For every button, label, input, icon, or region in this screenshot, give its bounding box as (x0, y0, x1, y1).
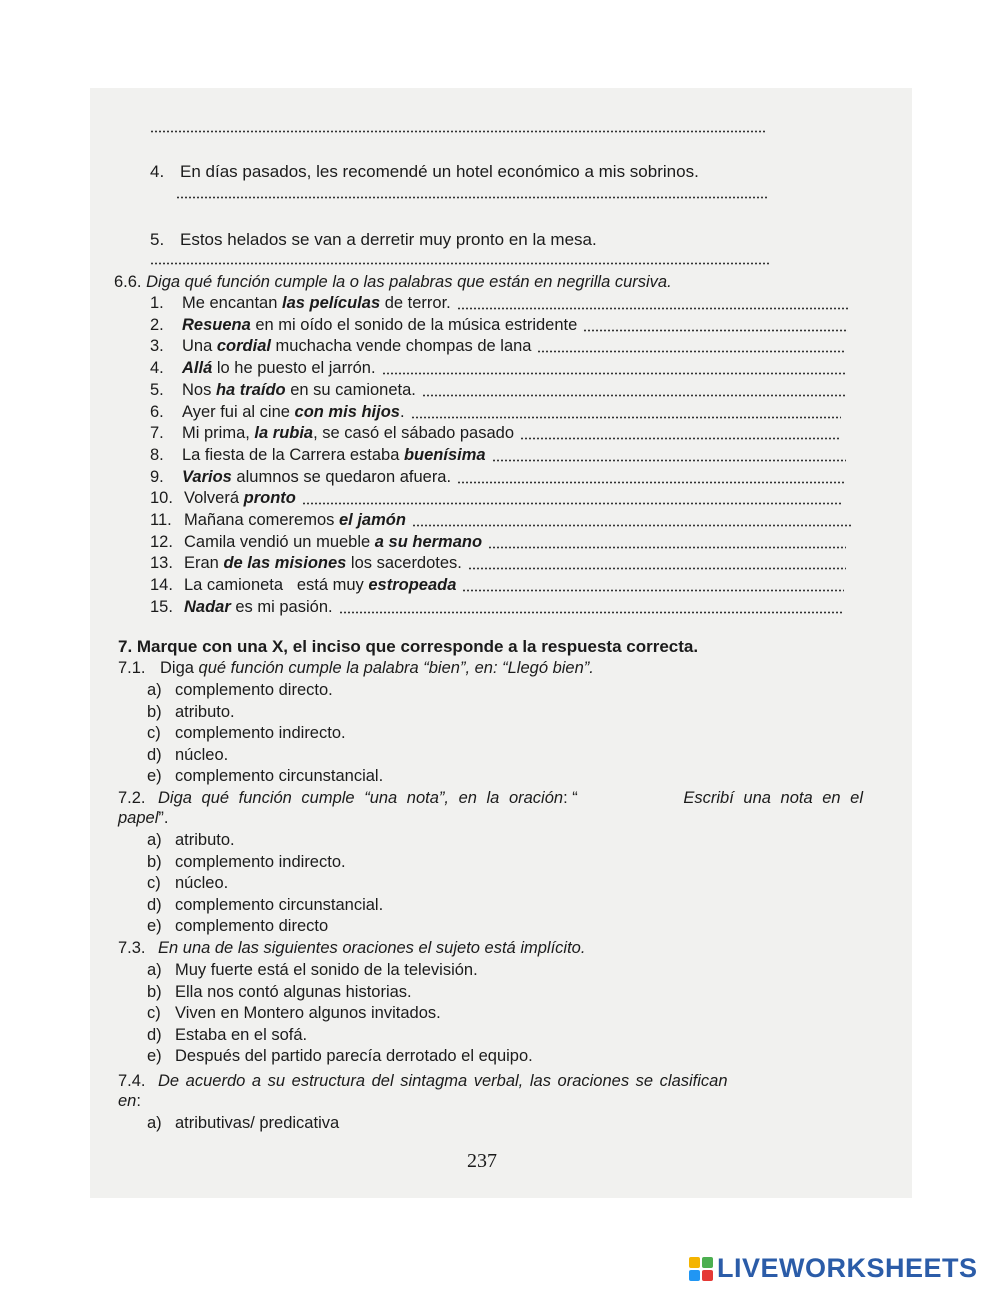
list-item: 2. Resuena en mi oído el sonido de la música estridente (150, 315, 578, 334)
option-item[interactable]: c) Viven en Montero algunos invitados. (147, 1004, 441, 1022)
list-item: 12. Camila vendió un mueble a su hermano (150, 532, 483, 551)
list-item: 9. Varios alumnos se quedaron afuera. (150, 467, 452, 486)
prev-item-4: 4. En días pasados, les recomendé un hotel económico a mis sobrinos. (150, 162, 699, 181)
answer-line[interactable] (302, 502, 843, 505)
option-item[interactable]: c) complemento indirecto. (147, 724, 346, 742)
question-7-4-line1: 7.4. De acuerdo a su estructura del sintagma verbal, las oraciones se clasifican (118, 1072, 728, 1090)
list-item: 13. Eran de las misiones los sacerdotes. (150, 554, 462, 573)
question-7-2-line2: papel”. (118, 809, 169, 827)
prev-item-5: 5. Estos helados se van a derretir muy pronto en la mesa. (150, 230, 597, 249)
answer-line[interactable] (382, 372, 846, 375)
option-item[interactable]: e) complemento directo (147, 917, 329, 935)
answer-line[interactable] (150, 130, 766, 133)
question-7-4-line2: en: (118, 1092, 141, 1110)
answer-line[interactable] (412, 524, 852, 527)
question-7-2-line1: 7.2. Diga qué función cumple “una nota”, en la oración : “ Escribí una nota en el (118, 789, 863, 807)
list-item: 6. Ayer fui al cine con mis hijos. (150, 402, 405, 421)
list-item: 10. Volverá pronto (150, 489, 296, 508)
option-item[interactable]: d) complemento circunstancial. (147, 895, 384, 914)
option-item[interactable]: a) Muy fuerte está el sonido de la televisión. (147, 961, 478, 979)
logo-mark-icon (689, 1257, 713, 1281)
list-item: 3. Una cordial muchacha vende chompas de lana (150, 337, 532, 356)
answer-line[interactable] (520, 437, 841, 440)
answer-line[interactable] (468, 567, 846, 570)
page-number: 237 (467, 1150, 497, 1172)
list-item: 7. Mi prima, la rubia, se casó el sábado pasado (150, 424, 515, 443)
answer-line[interactable] (492, 459, 846, 462)
section-6-6-title: 6.6. Diga qué función cumple la o las palabras que están en negrilla cursiva. (114, 273, 672, 291)
answer-line[interactable] (488, 546, 846, 549)
answer-line[interactable] (150, 262, 770, 265)
liveworksheets-logo: LIVEWORKSHEETS (689, 1253, 978, 1284)
answer-line[interactable] (457, 481, 846, 484)
list-item: 15. Nadar es mi pasión. (150, 597, 333, 616)
option-item[interactable]: a) atributo. (147, 831, 235, 849)
answer-line[interactable] (411, 416, 841, 419)
list-item: 4. Allá lo he puesto el jarrón. (150, 359, 376, 378)
option-item[interactable]: e) complemento circunstancial. (147, 767, 384, 785)
list-item: 5. Nos ha traído en su camioneta. (150, 380, 416, 399)
answer-line[interactable] (422, 394, 846, 397)
option-item[interactable]: e) Después del partido parecía derrotado el equipo. (147, 1047, 533, 1065)
answer-line[interactable] (583, 329, 846, 332)
list-item: 1. Me encantan las películas de terror. (150, 294, 451, 312)
section-7-title: 7. Marque con una X, el inciso que corresponde a la respuesta correcta. (118, 637, 699, 656)
answer-line[interactable] (537, 350, 845, 353)
list-item: 8. La fiesta de la Carrera estaba buenísima (150, 445, 486, 464)
option-item[interactable]: b) complemento indirecto. (147, 852, 346, 871)
list-item: 11. Mañana comeremos el jamón (150, 511, 406, 529)
option-item[interactable]: d) núcleo. (147, 745, 229, 764)
option-item[interactable]: a) complemento directo. (147, 681, 333, 699)
option-item[interactable]: b) Ella nos contó algunas historias. (147, 982, 412, 1001)
answer-line[interactable] (457, 307, 850, 310)
question-7-3: 7.3. En una de las siguientes oraciones el sujeto está implícito. (118, 939, 586, 957)
answer-line[interactable] (339, 611, 844, 614)
option-item[interactable]: d) Estaba en el sofá. (147, 1025, 308, 1044)
question-7-1: 7.1. Diga qué función cumple la palabra “bien”, en: “Llegó bien”. (118, 659, 594, 677)
answer-line[interactable] (462, 589, 844, 592)
answer-line[interactable] (176, 196, 768, 199)
option-item[interactable]: b) atributo. (147, 702, 235, 721)
option-item[interactable]: c) núcleo. (147, 874, 229, 892)
option-item[interactable]: a) atributivas/ predicativa (147, 1114, 340, 1132)
list-item: 14. La camioneta está muy estropeada (150, 576, 457, 595)
